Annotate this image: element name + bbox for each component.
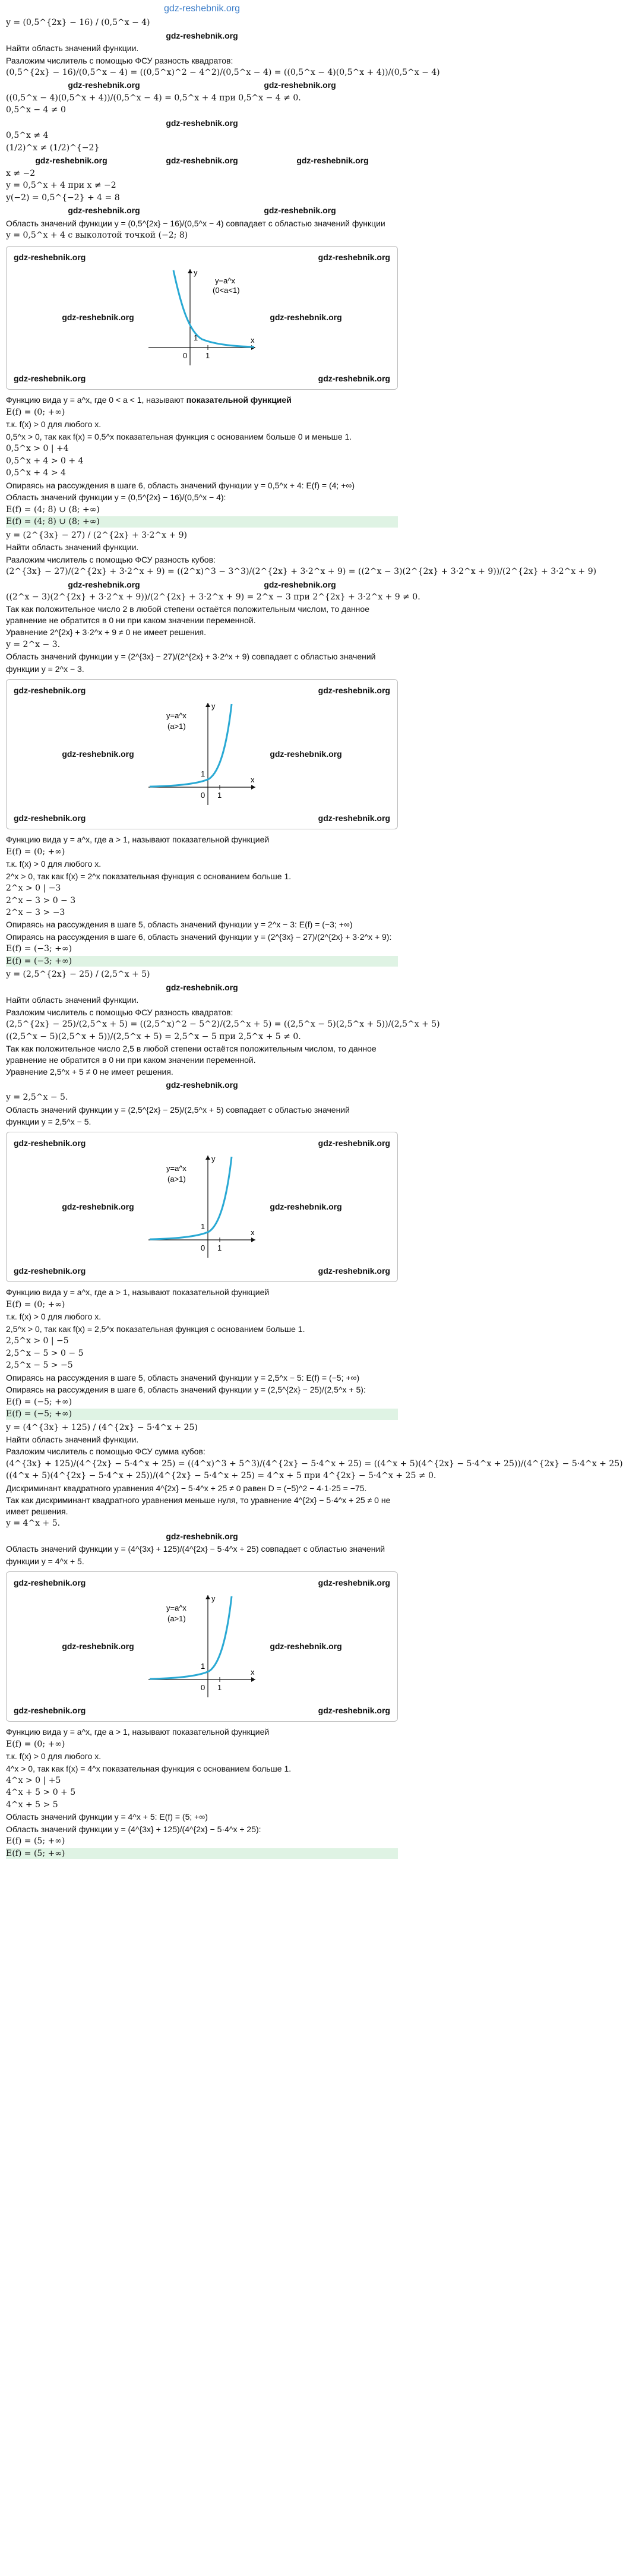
answer-highlight: E(f) = (4; 8) ∪ (8; +∞) — [6, 516, 398, 527]
reasoning: Область значений функции y = (4^{3x} + 125)/(4^{2x} − 5·4^x + 25): — [6, 1824, 261, 1834]
equation: E(f) = (0; +∞) — [6, 1299, 65, 1309]
watermark: gdz-reshebnik.org — [318, 1578, 390, 1588]
watermark-row — [7, 1138, 397, 1148]
equation: 2^x − 3 > 0 − 3 — [6, 895, 76, 905]
watermark: gdz-reshebnik.org — [264, 80, 336, 90]
watermark-side — [53, 312, 143, 324]
watermark: gdz-reshebnik.org — [68, 579, 140, 589]
answer-highlight: E(f) = (5; +∞) — [6, 1848, 398, 1859]
watermark: gdz-reshebnik.org — [14, 1265, 86, 1276]
no-solution: Уравнение 2,5^x + 5 ≠ 0 не имеет решения. — [6, 1067, 173, 1077]
equation: ((4^x + 5)(4^{2x} − 5·4^x + 25))/(4^{2x} − 5·4^x + 25) = 4^x + 5 при 4^{2x} − 5·4^x + 25 ≠ 0. — [6, 1471, 437, 1481]
watermark: gdz-reshebnik.org — [318, 813, 390, 823]
watermark-row — [6, 579, 398, 590]
watermark: gdz-reshebnik.org — [318, 686, 390, 696]
equation: E(f) = (0; +∞) — [6, 1739, 65, 1749]
page — [0, 2, 623, 1859]
reasoning: Опираясь на рассуждения в шаге 5, область значений функции y = 2,5^x − 5: E(f) = (−5; +∞) — [6, 1372, 360, 1382]
same-range-text: Область значений функции y = (2^{3x} − 27)/(2^{2x} + 3·2^x + 9) совпадает с областью значений — [6, 652, 376, 662]
no-solution: Уравнение 2^{2x} + 3·2^x + 9 ≠ 0 не имеет решения. — [6, 627, 207, 637]
curve-condition: (a>1) — [167, 721, 186, 731]
y-label: y — [211, 1593, 216, 1603]
y-intercept-label: 1 — [201, 1221, 205, 1231]
watermark: gdz-reshebnik.org — [270, 312, 342, 323]
watermark-row — [7, 1577, 397, 1588]
equation: 0,5^x + 4 > 4 — [6, 468, 66, 478]
watermark-side — [261, 1641, 350, 1653]
equation: y = 0,5^x + 4 при x ≠ −2 — [6, 181, 116, 191]
property: т.к. f(x) > 0 для любого x. — [6, 859, 102, 869]
discriminant: Дискриминант квадратного уравнения 4^{2x} − 5·4^x + 25 ≠ 0 равен D = (−5)^2 − 4·1·25 = −75. — [6, 1483, 367, 1493]
watermark: gdz-reshebnik.org — [35, 156, 107, 166]
same-range-text: Область значений функции y = (4^{3x} + 125)/(4^{2x} − 5·4^x + 25) совпадает с областью значений — [6, 1544, 385, 1554]
y-label: y — [211, 701, 216, 711]
equation: (0,5^{2x} − 16)/(0,5^x − 4) = ((0,5^x)^2 − 4^2)/(0,5^x − 4) = ((0,5^x − 4)(0,5^x + 4))/(0,5^x − 4) — [6, 67, 440, 77]
property: т.к. f(x) > 0 для любого x. — [6, 419, 102, 430]
watermark: gdz-reshebnik.org — [264, 579, 336, 589]
positive-note: Так как положительное число 2,5 в любой степени остаётся положительным числом, то данное уравнение не обратится в 0 ни при каком значении переменной. — [6, 1044, 377, 1065]
y-intercept-label: 1 — [201, 769, 205, 778]
same-range-text: функции y = 4^x + 5. — [6, 1556, 84, 1566]
watermark-row — [6, 80, 398, 90]
reasoning: Область значений функции y = (0,5^{2x} − 16)/(0,5^x − 4): — [6, 493, 226, 503]
equation: (4^{3x} + 125)/(4^{2x} − 5·4^x + 25) = ((4^x)^3 + 5^3)/(4^{2x} − 5·4^x + 25) = ((4^x + 5)(4^{2x} − 5·4^x + 25))/(4^{2x} − 5·4^x + 25) — [6, 1459, 623, 1469]
curve-condition: (a>1) — [167, 1174, 186, 1183]
y-intercept-label: 1 — [194, 333, 198, 343]
solution-3 — [6, 969, 440, 1419]
watermark-row — [7, 1705, 397, 1716]
watermark: gdz-reshebnik.org — [166, 118, 238, 128]
definition: Функцию вида y = a^x, где a > 1, называют показательной функцией — [6, 835, 270, 845]
graph-card — [6, 679, 398, 829]
equation: y = 0,5^x + 4 с выколотой точкой (−2; 8) — [6, 231, 188, 241]
tick-label: 1 — [217, 790, 222, 800]
watermark: gdz-reshebnik.org — [62, 312, 134, 323]
equation: ((0,5^x − 4)(0,5^x + 4))/(0,5^x − 4) = 0,5^x + 4 при 0,5^x − 4 ≠ 0. — [6, 93, 301, 103]
exp-graph-increasing — [143, 1590, 261, 1703]
factor-note: Разложим числитель с помощью ФСУ сумма кубов: — [6, 1447, 205, 1457]
y-axis-arrow — [188, 269, 192, 273]
x-label: x — [251, 1227, 255, 1237]
equation: y = 2^x − 3. — [6, 639, 61, 649]
equation: 0,5^x > 0 | +4 — [6, 444, 69, 454]
same-range-text: Область значений функции y = (0,5^{2x} − 16)/(0,5^x − 4) совпадает с областью значений функции — [6, 218, 385, 228]
factor-note: Разложим числитель с помощью ФСУ разность квадратов: — [6, 55, 233, 65]
equation: 4^x + 5 > 5 — [6, 1800, 58, 1810]
property: т.к. f(x) > 0 для любого x. — [6, 1312, 102, 1322]
task-text: Найти область значений функции. — [6, 1435, 139, 1445]
definition: Функцию вида y = a^x, где a > 1, называют показательной функцией — [6, 1287, 270, 1298]
watermark-row — [6, 155, 398, 166]
answer: E(f) = (−5; +∞) — [6, 1397, 72, 1407]
watermark: gdz-reshebnik.org — [166, 1079, 238, 1090]
graph-wrap — [7, 1151, 397, 1264]
graph-wrap — [7, 1590, 397, 1703]
curve-condition: (0<a<1) — [213, 286, 240, 295]
watermark: gdz-reshebnik.org — [166, 1531, 238, 1541]
watermark: gdz-reshebnik.org — [68, 80, 140, 90]
watermark: gdz-reshebnik.org — [270, 1202, 342, 1212]
graph-card — [6, 1571, 398, 1722]
y-axis-arrow — [205, 703, 210, 707]
origin-label: 0 — [201, 1243, 205, 1252]
task-text: Найти область значений функции. — [6, 43, 139, 53]
reasoning: Опираясь на рассуждения в шаге 6, область значений функции y = (2,5^{2x} − 25)/(2,5^x + 5): — [6, 1385, 366, 1395]
watermark-row — [6, 205, 398, 216]
watermark-row — [7, 685, 397, 696]
same-range-text: функции y = 2,5^x − 5. — [6, 1116, 91, 1126]
watermark-row — [7, 813, 397, 823]
equation: y = (2,5^{2x} − 25) / (2,5^x + 5) — [6, 970, 150, 980]
watermark-side — [261, 312, 350, 324]
watermark: gdz-reshebnik.org — [318, 1138, 390, 1148]
equation: 2,5^x > 0 | −5 — [6, 1336, 69, 1346]
reasoning: Опираясь на рассуждения в шаге 6, область значений функции y = 0,5^x + 4: E(f) = (4; +∞) — [6, 480, 355, 490]
watermark: gdz-reshebnik.org — [62, 1202, 134, 1212]
equation: E(f) = (0; +∞) — [6, 407, 65, 417]
equation: y = 2,5^x − 5. — [6, 1093, 68, 1103]
definition — [6, 394, 398, 405]
equation: ((2,5^x − 5)(2,5^x + 5))/(2,5^x + 5) = 2,5^x − 5 при 2,5^x + 5 ≠ 0. — [6, 1031, 301, 1041]
answer: E(f) = (5; +∞) — [6, 1836, 65, 1846]
equation: y = (4^{3x} + 125) / (4^{2x} − 5·4^x + 25) — [6, 1422, 198, 1432]
watermark: gdz-reshebnik.org — [318, 252, 390, 262]
exp-graph-increasing — [143, 698, 261, 811]
reasoning: Опираясь на рассуждения в шаге 6, область значений функции y = (2^{3x} − 27)/(2^{2x} + 3·2^x + 9): — [6, 932, 392, 942]
equation: ((2^x − 3)(2^{2x} + 3·2^x + 9))/(2^{2x} + 3·2^x + 9) = 2^x − 3 при 2^{2x} + 3·2^x + 9 ≠ 0. — [6, 592, 420, 602]
graph-wrap — [7, 698, 397, 811]
property: т.к. f(x) > 0 для любого x. — [6, 1751, 102, 1761]
equation: (1/2)^x ≠ (1/2)^{−2} — [6, 143, 100, 153]
equation: y = (0,5^{2x} − 16) / (0,5^x − 4) — [6, 18, 150, 28]
x-axis-arrow — [251, 1677, 255, 1682]
watermark: gdz-reshebnik.org — [14, 813, 86, 823]
graph-wrap — [7, 264, 397, 371]
answer: E(f) = (4; 8) ∪ (8; +∞) — [6, 504, 100, 514]
watermark-row — [6, 982, 398, 993]
origin-label: 0 — [201, 790, 205, 800]
watermark: gdz-reshebnik.org — [270, 1641, 342, 1651]
same-range-text: функции y = 2^x − 3. — [6, 664, 84, 674]
property: 2,5^x > 0, так как f(x) = 2,5^x показательная функция с основанием больше 1. — [6, 1324, 305, 1334]
curve-label: y=a^x — [166, 1163, 186, 1173]
x-label: x — [251, 1667, 255, 1677]
origin-label: 0 — [183, 351, 188, 361]
definition: Функцию вида y = a^x, где a > 1, называют показательной функцией — [6, 1727, 270, 1737]
watermark: gdz-reshebnik.org — [14, 1705, 86, 1715]
watermark: gdz-reshebnik.org — [318, 1265, 390, 1276]
equation: x ≠ −2 — [6, 168, 36, 178]
graph-card — [6, 1132, 398, 1282]
exp-graph-decreasing — [143, 264, 261, 371]
graph-card — [6, 246, 398, 390]
watermark-row — [7, 1265, 397, 1276]
equation: 0,5^x + 4 > 0 + 4 — [6, 456, 84, 466]
equation: (2,5^{2x} − 25)/(2,5^x + 5) = ((2,5^x)^2 − 5^2)/(2,5^x + 5) = ((2,5^x − 5)(2,5^x + 5))/(2,5^x + 5) — [6, 1019, 440, 1030]
watermark: gdz-reshebnik.org — [318, 374, 390, 384]
reasoning: Область значений функции y = 4^x + 5: E(f) = (5; +∞) — [6, 1812, 208, 1822]
equation: 2,5^x − 5 > 0 − 5 — [6, 1348, 84, 1358]
exp-graph-increasing — [143, 1151, 261, 1264]
task-text: Найти область значений функции. — [6, 995, 139, 1005]
reasoning: Опираясь на рассуждения в шаге 5, область значений функции y = 2^x − 3: E(f) = (−3; +∞) — [6, 920, 353, 930]
curve-label: y=a^x — [215, 276, 235, 286]
curve-condition: (a>1) — [167, 1614, 186, 1623]
task-text: Найти область значений функции. — [6, 542, 139, 553]
curve-label: y=a^x — [166, 711, 186, 720]
y-label: y — [194, 268, 198, 277]
x-label: x — [251, 336, 255, 345]
answer-highlight: E(f) = (−5; +∞) — [6, 1409, 398, 1419]
positive-note: Так как положительное число 2 в любой степени остаётся положительным числом, то данное уравнение не обратится в 0 ни при каком значении переменной. — [6, 604, 369, 625]
answer-highlight: E(f) = (−3; +∞) — [6, 956, 398, 967]
curve — [150, 1157, 232, 1239]
equation: E(f) = (0; +∞) — [6, 847, 65, 857]
equation: y(−2) = 0,5^{−2} + 4 = 8 — [6, 192, 120, 203]
equation: 4^x + 5 > 0 + 5 — [6, 1788, 76, 1798]
y-label: y — [211, 1154, 216, 1163]
watermark-row — [7, 252, 397, 263]
watermark-row — [6, 118, 398, 128]
solution-1 — [6, 17, 440, 528]
x-label: x — [251, 775, 255, 784]
property: 4^x > 0, так как f(x) = 4^x показательная функция с основанием больше 1. — [6, 1763, 292, 1773]
watermark: gdz-reshebnik.org — [166, 156, 238, 166]
watermark-side — [53, 1641, 143, 1653]
discriminant: Так как дискриминант квадратного уравнения меньше нуля, то уравнение 4^{2x} − 5·4^x + 25 ≠ 0 не имеет решения. — [6, 1495, 391, 1516]
watermark: gdz-reshebnik.org — [14, 686, 86, 696]
watermark: gdz-reshebnik.org — [270, 749, 342, 759]
x-axis-arrow — [251, 1238, 255, 1242]
watermark: gdz-reshebnik.org — [264, 206, 336, 216]
x-axis-arrow — [251, 785, 255, 790]
curve-label: y=a^x — [166, 1603, 186, 1612]
watermark-row — [6, 1531, 398, 1542]
factor-note: Разложим числитель с помощью ФСУ разность кубов: — [6, 554, 216, 564]
answer: E(f) = (−3; +∞) — [6, 944, 72, 954]
watermark: gdz-reshebnik.org — [166, 30, 238, 40]
equation: y = 4^x + 5. — [6, 1519, 61, 1529]
watermark: gdz-reshebnik.org — [14, 1578, 86, 1588]
watermark: gdz-reshebnik.org — [318, 1705, 390, 1715]
site-header[interactable]: gdz-reshebnik.org — [163, 4, 241, 14]
watermark: gdz-reshebnik.org — [14, 374, 86, 384]
property: 0,5^x > 0, так как f(x) = 0,5^x показательная функция с основанием больше 0 и меньше 1. — [6, 431, 352, 441]
definition-text: Функцию вида y = a^x, где 0 < a < 1, называют — [6, 395, 184, 405]
equation: 2^x > 0 | −3 — [6, 883, 61, 894]
y-axis-arrow — [205, 1156, 210, 1160]
watermark: gdz-reshebnik.org — [14, 1138, 86, 1148]
property: 2^x > 0, так как f(x) = 2^x показательная функция с основанием больше 1. — [6, 871, 292, 881]
watermark: gdz-reshebnik.org — [68, 206, 140, 216]
origin-label: 0 — [201, 1682, 205, 1692]
watermark: gdz-reshebnik.org — [62, 749, 134, 759]
definition-term: показательной функцией — [186, 395, 292, 405]
equation: (2^{3x} − 27)/(2^{2x} + 3·2^x + 9) = ((2^x)^3 − 3^3)/(2^{2x} + 3·2^x + 9) = ((2^x − 3)(2^{2x} + 3·2^x + 9))/(2^{2x} + 3·2^x + 9) — [6, 567, 597, 577]
watermark-side — [53, 1201, 143, 1213]
tick-label: 1 — [205, 351, 210, 361]
solution-2 — [6, 530, 597, 967]
watermark-side — [261, 1201, 350, 1213]
watermark: gdz-reshebnik.org — [62, 1641, 134, 1651]
equation: y = (2^{3x} − 27) / (2^{2x} + 3·2^x + 9) — [6, 530, 188, 540]
watermark-side — [53, 749, 143, 760]
equation: 0,5^x − 4 ≠ 0 — [6, 105, 66, 115]
curve — [150, 1593, 232, 1679]
equation: 2,5^x − 5 > −5 — [6, 1360, 73, 1371]
tick-label: 1 — [217, 1243, 222, 1252]
curve — [150, 701, 232, 787]
watermark: gdz-reshebnik.org — [296, 156, 369, 166]
y-axis-arrow — [205, 1595, 210, 1599]
tick-label: 1 — [217, 1682, 222, 1692]
watermark-row — [7, 373, 397, 384]
equation: 4^x > 0 | +5 — [6, 1775, 61, 1785]
watermark: gdz-reshebnik.org — [166, 982, 238, 992]
curve — [173, 270, 254, 347]
solution-4 — [6, 1422, 623, 1860]
factor-note: Разложим числитель с помощью ФСУ разность квадратов: — [6, 1007, 233, 1017]
y-intercept-label: 1 — [201, 1661, 205, 1671]
equation: 0,5^x ≠ 4 — [6, 131, 49, 141]
watermark: gdz-reshebnik.org — [14, 252, 86, 262]
same-range-text: Область значений функции y = (2,5^{2x} − 25)/(2,5^x + 5) совпадает с областью значений — [6, 1104, 350, 1115]
equation: 2^x − 3 > −3 — [6, 908, 65, 918]
watermark-side — [261, 749, 350, 760]
watermark-row — [6, 30, 398, 41]
watermark-row — [6, 1079, 398, 1090]
